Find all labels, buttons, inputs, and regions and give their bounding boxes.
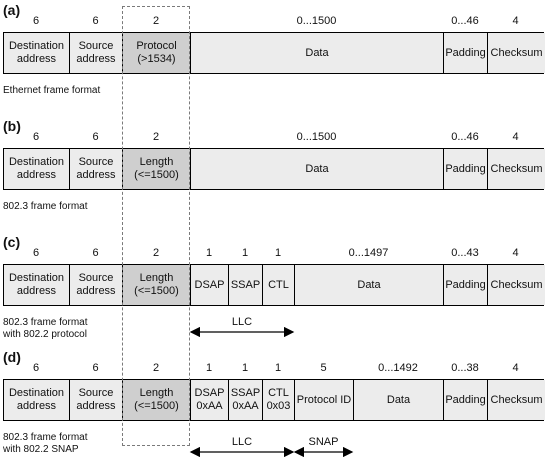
caption-line: 802.3 frame format <box>3 432 88 443</box>
field-size-label: 1 <box>241 362 249 374</box>
range-arrow-label: SNAP <box>308 436 339 448</box>
field-text: address <box>16 53 57 65</box>
field-text: Checksum <box>490 162 543 175</box>
field-size-label: 2 <box>152 15 160 27</box>
field-text: Source <box>78 387 114 399</box>
field-size-label: 1 <box>274 247 282 259</box>
field-text: Data <box>357 278 381 291</box>
field-size-label: 4 <box>512 362 519 374</box>
field-text: Padding <box>445 46 486 59</box>
field-text: SSAP <box>230 387 261 399</box>
field-size-label: 0...46 <box>451 15 479 27</box>
range-arrow-label: LLC <box>231 316 253 328</box>
field-text: address <box>76 169 116 181</box>
field-text: Source <box>78 40 114 52</box>
field-text: (<=1500) <box>134 285 179 297</box>
field-text: 0xAA <box>196 400 223 412</box>
field-size-label: 2 <box>152 247 160 259</box>
field-text: CTL <box>268 278 289 291</box>
field-text: address <box>16 285 57 297</box>
caption-line: Ethernet frame format <box>3 85 101 96</box>
field-size-label: 4 <box>512 131 519 143</box>
field-text: Padding <box>445 393 486 406</box>
field-text: Data <box>386 393 411 406</box>
field-text: address <box>76 53 116 65</box>
field-text: address <box>16 169 57 181</box>
field-text: Source <box>78 272 114 284</box>
field-text: (<=1500) <box>134 169 179 181</box>
field-text: (>1534) <box>137 53 176 65</box>
field-text: CTL <box>268 387 289 399</box>
panel-label: (d) <box>3 349 21 365</box>
field-size-label: 0...1492 <box>378 362 418 374</box>
field-text: Checksum <box>490 46 543 59</box>
field-size-label: 0...1500 <box>296 15 337 27</box>
field-text: (<=1500) <box>134 400 179 412</box>
field-size-label: 6 <box>32 131 40 143</box>
panel-label: (c) <box>3 234 21 250</box>
field-size-label: 6 <box>32 362 40 374</box>
range-arrow-label: LLC <box>231 436 253 448</box>
field-text: address <box>76 400 116 412</box>
field-text: address <box>76 285 116 297</box>
caption-line: 802.3 frame format <box>3 317 88 328</box>
field-size-label: 4 <box>512 247 519 259</box>
field-size-label: 0...43 <box>451 247 479 259</box>
field-text: DSAP <box>194 278 225 291</box>
field-size-label: 4 <box>512 15 519 27</box>
field-text: Destination <box>8 40 65 52</box>
field-text: 0x03 <box>266 400 291 412</box>
field-size-label: 5 <box>320 362 327 374</box>
field-size-label: 0...1500 <box>296 131 337 143</box>
field-text: Checksum <box>490 278 543 291</box>
caption-line: with 802.2 protocol <box>3 329 87 340</box>
field-text: Protocol <box>136 40 177 52</box>
field-size-label: 1 <box>205 247 213 259</box>
field-text: address <box>16 400 57 412</box>
caption-line: 802.3 frame format <box>3 201 88 212</box>
field-text: DSAP <box>194 387 225 399</box>
panel-label: (b) <box>3 118 21 134</box>
field-size-label: 6 <box>92 362 99 374</box>
field-text: Padding <box>445 278 486 291</box>
field-text: Checksum <box>490 393 543 406</box>
field-size-label: 0...38 <box>451 362 479 374</box>
field-size-label: 2 <box>152 131 160 143</box>
field-size-label: 6 <box>92 247 99 259</box>
field-text: Destination <box>8 387 65 399</box>
field-size-label: 0...1497 <box>348 247 389 259</box>
field-text: Padding <box>445 162 486 175</box>
field-size-label: 6 <box>32 247 40 259</box>
field-text: Destination <box>8 156 65 168</box>
field-size-label: 6 <box>92 15 99 27</box>
field-text: Source <box>78 156 114 168</box>
field-text: 0xAA <box>232 400 259 412</box>
caption-line: with 802.2 SNAP <box>3 444 79 455</box>
panel-label: (a) <box>3 2 21 18</box>
field-size-label: 1 <box>241 247 249 259</box>
field-size-label: 2 <box>152 362 160 374</box>
field-text: Destination <box>8 272 65 284</box>
field-size-label: 1 <box>205 362 213 374</box>
field-size-label: 0...46 <box>451 131 479 143</box>
field-text: Data <box>305 162 329 175</box>
field-text: Data <box>305 46 329 59</box>
field-text: Length <box>139 272 174 284</box>
field-text: Length <box>139 156 174 168</box>
field-text: SSAP <box>230 278 261 291</box>
field-text: Protocol ID <box>296 393 352 406</box>
field-size-label: 6 <box>32 15 40 27</box>
field-text: Length <box>139 387 174 399</box>
field-size-label: 1 <box>274 362 282 374</box>
field-size-label: 6 <box>92 131 99 143</box>
